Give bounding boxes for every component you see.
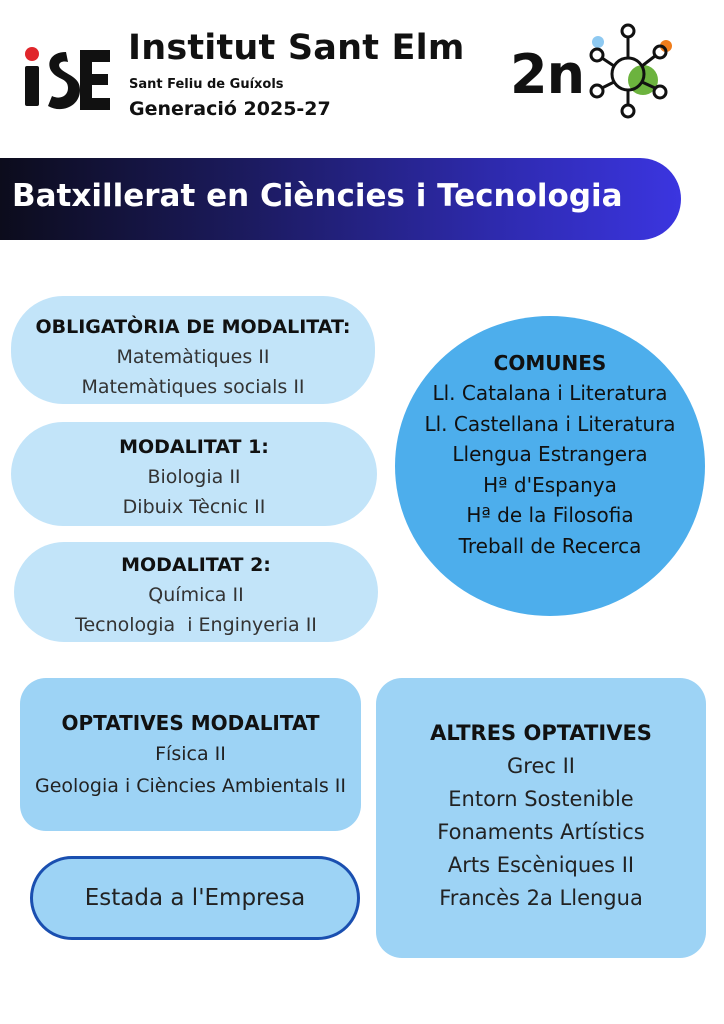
subject-item: Matemàtiques socials II [81,376,305,398]
subject-item: Biologia II [147,466,241,488]
obligatoria-box [11,296,375,404]
obligatoria-title: OBLIGATÒRIA DE MODALITAT: [35,316,351,338]
subject-item: Tecnologia i Enginyeria II [75,614,317,636]
comunes-title: COMUNES [493,351,607,375]
comunes-circle [395,316,705,616]
course-badge [506,20,686,124]
optatives-modalitat-box [20,678,361,831]
subject-item: Arts Escèniques II [447,853,635,877]
modalitat1-title: MODALITAT 1: [119,436,269,458]
altres-optatives-box [376,678,706,958]
title-banner [0,158,681,240]
institution-town: Sant Feliu de Guíxols [129,77,284,92]
modalitat2-box [14,542,378,642]
subject-item: Matemàtiques II [116,346,270,368]
network-icon [506,20,686,124]
subject-item: Francès 2a Llengua [439,886,643,910]
modalitat2-title: MODALITAT 2: [121,554,271,576]
subject-item: Hª d'Espanya [483,472,617,497]
school-logo [22,34,112,118]
subject-item: Geologia i Ciències Ambientals II [34,775,346,797]
generation-label: Generació 2025-27 [129,98,331,120]
subject-item: Entorn Sostenible [448,787,634,811]
subject-item: Grec II [507,754,575,778]
subject-item: Física II [155,743,226,765]
subject-item: Hª de la Filosofia [466,503,634,527]
course-badge-text: 2n [510,43,585,106]
subject-item: Química II [148,584,244,606]
program-title: Batxillerat en Ciències i Tecnologia [12,178,623,214]
modalitat1-box [11,422,377,526]
altres-optatives-title: ALTRES OPTATIVES [430,721,652,745]
subject-item: Ll. Castellana i Literatura [424,411,676,436]
subject-item: Dibuix Tècnic II [122,496,266,518]
institution-name: Institut Sant Elm [128,28,465,68]
subject-item: Ll. Catalana i Literatura [432,381,668,405]
subject-item: Fonaments Artístics [437,820,645,844]
optatives-modalitat-title: OPTATIVES MODALITAT [61,711,320,735]
estada-empresa-box: Estada a l'Empresa [30,856,360,940]
subject-item: Llengua Estrangera [452,442,648,466]
subject-item: Treball de Recerca [458,533,642,558]
